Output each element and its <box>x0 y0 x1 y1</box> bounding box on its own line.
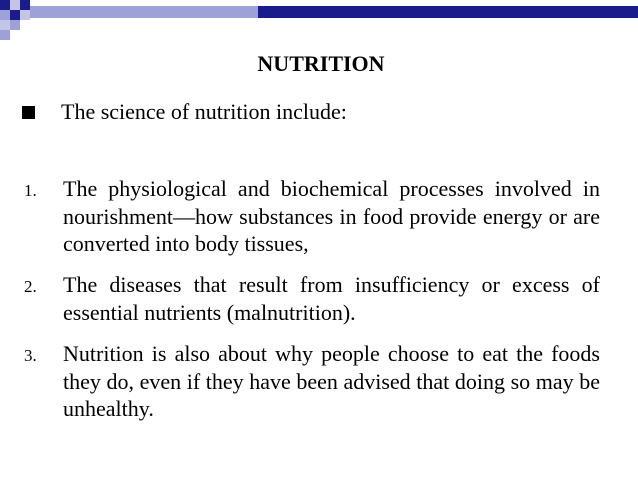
intro-bullet <box>20 98 347 126</box>
list-number: 3. <box>24 346 37 365</box>
checkered-squares-icon <box>0 0 30 40</box>
header-bar-dark <box>258 6 638 18</box>
list-number: 2. <box>24 277 37 296</box>
square-bullet-icon <box>22 106 35 119</box>
slide-title: NUTRITION <box>257 51 385 76</box>
header-bar-light <box>30 6 258 18</box>
list-item-text: Nutrition is also about why people choose to eat the foods they do, even if they have been advised that doing so may be unhealthy. <box>63 341 600 421</box>
list-item-text: The diseases that result from insufficiency or excess of essential nutrients (malnutrition). <box>63 272 600 325</box>
list-item-text: The physiological and biochemical processes involved in nourishment—how substances in food provide energy or are converted into body tissues, <box>63 176 600 256</box>
header-decoration <box>0 0 638 40</box>
intro-text: The science of nutrition include: <box>61 99 347 124</box>
list-number: 1. <box>24 181 37 200</box>
